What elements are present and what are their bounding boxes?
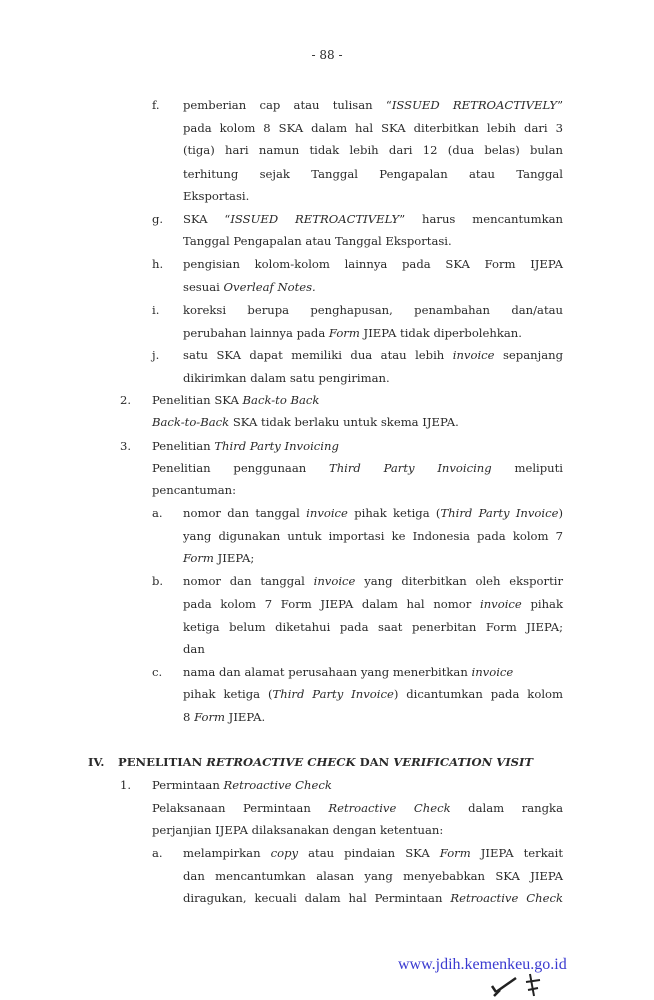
list-marker: a. xyxy=(152,846,163,860)
text-segment: JIEPA terkait xyxy=(470,846,564,860)
list-marker: h. xyxy=(152,257,164,271)
text-line xyxy=(152,797,563,819)
text-segment: Third Party Invoice xyxy=(440,506,559,520)
text-segment: Penelitian xyxy=(152,439,215,453)
list-marker: i. xyxy=(152,303,160,317)
list-marker: IV. xyxy=(88,755,105,769)
text-line xyxy=(183,865,563,887)
text-line xyxy=(183,593,563,615)
text-line xyxy=(152,774,332,796)
text-segment: Form xyxy=(194,710,225,724)
text-segment: ” xyxy=(557,98,564,112)
text-line xyxy=(183,570,563,592)
text-segment: Form xyxy=(439,846,471,860)
text-segment: pencantuman: xyxy=(152,483,237,497)
text-line xyxy=(183,525,563,547)
text-segment: dan xyxy=(183,642,205,656)
text-segment: melampirkan xyxy=(183,846,271,860)
text-line xyxy=(183,322,522,344)
text-segment: copy xyxy=(270,846,299,860)
text-line xyxy=(183,547,254,569)
text-segment: atau pindaian SKA xyxy=(298,846,440,860)
list-marker: b. xyxy=(152,574,164,588)
text-segment: nama dan alamat perusahaan yang menerbitkan xyxy=(183,665,472,679)
text-line xyxy=(183,139,563,161)
text-line xyxy=(183,887,563,909)
text-segment: invoice xyxy=(471,665,514,679)
text-segment: pada kolom 7 Form JIEPA dalam hal nomor xyxy=(183,597,480,611)
list-marker: 2. xyxy=(120,393,132,407)
text-segment: diragukan, kecuali dalam hal Permintaan xyxy=(183,891,451,905)
text-segment: Tanggal Pengapalan atau Tanggal Eksportasi. xyxy=(183,234,452,248)
text-segment: invoice xyxy=(313,574,356,588)
text-segment: invoice xyxy=(479,597,522,611)
list-marker: a. xyxy=(152,506,163,520)
text-segment: ISSUED RETROACTIVELY xyxy=(230,212,400,226)
text-segment: Pelaksanaan Permintaan xyxy=(152,801,329,815)
footer-url-link[interactable]: www.jdih.kemenkeu.go.id xyxy=(398,956,567,973)
text-line xyxy=(183,344,563,366)
text-segment: RETROACTIVE CHECK xyxy=(206,755,356,769)
text-segment: Third Party Invoicing xyxy=(214,439,339,453)
text-line xyxy=(183,842,563,864)
text-segment: (tiga) hari namun tidak lebih dari 12 (dua belas) bulan xyxy=(183,143,563,157)
text-line xyxy=(183,706,265,728)
text-segment: Back-to-Back xyxy=(152,415,230,429)
text-segment: dikirimkan dalam satu pengiriman. xyxy=(183,371,390,385)
text-segment: Penelitian SKA xyxy=(152,393,243,407)
text-segment: Penelitian penggunaan xyxy=(152,461,329,475)
text-line xyxy=(183,185,249,207)
text-line xyxy=(183,367,390,389)
text-line xyxy=(183,299,563,321)
text-segment: nomor dan tanggal xyxy=(183,506,307,520)
text-line xyxy=(183,683,563,705)
text-segment: Eksportasi. xyxy=(183,189,250,203)
text-line xyxy=(183,230,452,252)
text-line xyxy=(183,276,316,298)
text-line xyxy=(183,661,513,683)
text-segment: JIEPA tidak diperbolehkan. xyxy=(359,326,522,340)
text-segment: dan mencantumkan alasan yang menyebabkan SKA JIEPA xyxy=(183,869,563,883)
text-segment: dalam rangka xyxy=(450,801,563,815)
text-segment: perubahan lainnya pada xyxy=(183,326,329,340)
text-segment: terhitung sejak Tanggal Pengapalan atau Tanggal xyxy=(183,167,563,181)
list-marker: f. xyxy=(152,98,160,112)
list-marker: j. xyxy=(152,348,160,362)
text-segment: ketiga belum diketahui pada saat penerbitan Form JIEPA; xyxy=(183,620,563,634)
text-segment: meliputi xyxy=(491,461,563,475)
text-line xyxy=(183,253,563,275)
text-segment: perjanjian IJEPA dilaksanakan dengan ketentuan: xyxy=(152,823,444,837)
text-segment: satu SKA dapat memiliki dua atau lebih xyxy=(183,348,453,362)
text-line xyxy=(183,163,563,185)
text-line xyxy=(152,411,459,433)
text-segment: ” harus mencantumkan xyxy=(399,212,563,226)
text-segment: yang digunakan untuk importasi ke Indonesia pada kolom 7 xyxy=(183,529,563,543)
text-segment: JIEPA; xyxy=(213,551,255,565)
text-line xyxy=(152,457,563,479)
text-segment: pada kolom 8 SKA dalam hal SKA diterbitkan lebih dari 3 xyxy=(183,121,563,135)
text-segment: Retroactive Check xyxy=(450,891,564,905)
text-line xyxy=(152,819,443,841)
text-segment: Form xyxy=(328,326,360,340)
text-segment: DAN xyxy=(355,755,394,769)
text-segment: nomor dan tanggal xyxy=(183,574,314,588)
text-segment: pemberian cap atau tulisan “ xyxy=(183,98,392,112)
text-segment: ISSUED RETROACTIVELY xyxy=(391,98,558,112)
text-segment: Back-to Back xyxy=(242,393,320,407)
text-segment: Retroactive Check xyxy=(223,778,332,792)
text-segment: sepanjang xyxy=(494,348,563,362)
text-segment: Form xyxy=(183,551,214,565)
text-line xyxy=(152,479,236,501)
text-segment: sesuai xyxy=(183,280,224,294)
text-segment: PENELITIAN xyxy=(118,755,207,769)
text-line xyxy=(152,389,319,411)
list-marker: 1. xyxy=(120,778,132,792)
text-segment: Overleaf Notes. xyxy=(223,280,316,294)
section-heading xyxy=(118,751,533,773)
text-segment: pihak ketiga ( xyxy=(183,687,273,701)
text-line xyxy=(183,117,563,139)
text-segment: yang diterbitkan oleh eksportir xyxy=(355,574,563,588)
text-line xyxy=(183,502,563,524)
signature-initials-icon xyxy=(478,970,558,1000)
text-segment: 8 xyxy=(183,710,195,724)
text-segment: Permintaan xyxy=(152,778,224,792)
text-line xyxy=(183,208,563,230)
text-line xyxy=(183,616,563,638)
text-segment: ) dicantumkan pada kolom xyxy=(393,687,563,701)
text-line xyxy=(183,638,205,660)
text-segment: Retroactive Check xyxy=(328,801,451,815)
text-segment: pihak xyxy=(521,597,563,611)
list-marker: c. xyxy=(152,665,163,679)
text-segment: JIEPA. xyxy=(225,710,266,724)
text-segment: Third Party Invoicing xyxy=(328,461,492,475)
text-segment: pihak ketiga ( xyxy=(347,506,441,520)
text-line xyxy=(183,94,563,116)
text-segment: SKA tidak berlaku untuk skema IJEPA. xyxy=(229,415,459,429)
list-marker: 3. xyxy=(120,439,132,453)
text-segment: pengisian kolom-kolom lainnya pada SKA Form IJEPA xyxy=(183,257,563,271)
text-segment: invoice xyxy=(452,348,495,362)
text-segment: ) xyxy=(558,506,563,520)
text-segment: Third Party Invoice xyxy=(272,687,394,701)
text-segment: VERIFICATION VISIT xyxy=(393,755,534,769)
page-number: - 88 - xyxy=(311,48,343,62)
text-segment: SKA “ xyxy=(183,212,231,226)
text-segment: invoice xyxy=(306,506,348,520)
text-segment: koreksi berupa penghapusan, penambahan dan/atau xyxy=(183,303,563,317)
text-line xyxy=(152,435,339,457)
list-marker: g. xyxy=(152,212,164,226)
